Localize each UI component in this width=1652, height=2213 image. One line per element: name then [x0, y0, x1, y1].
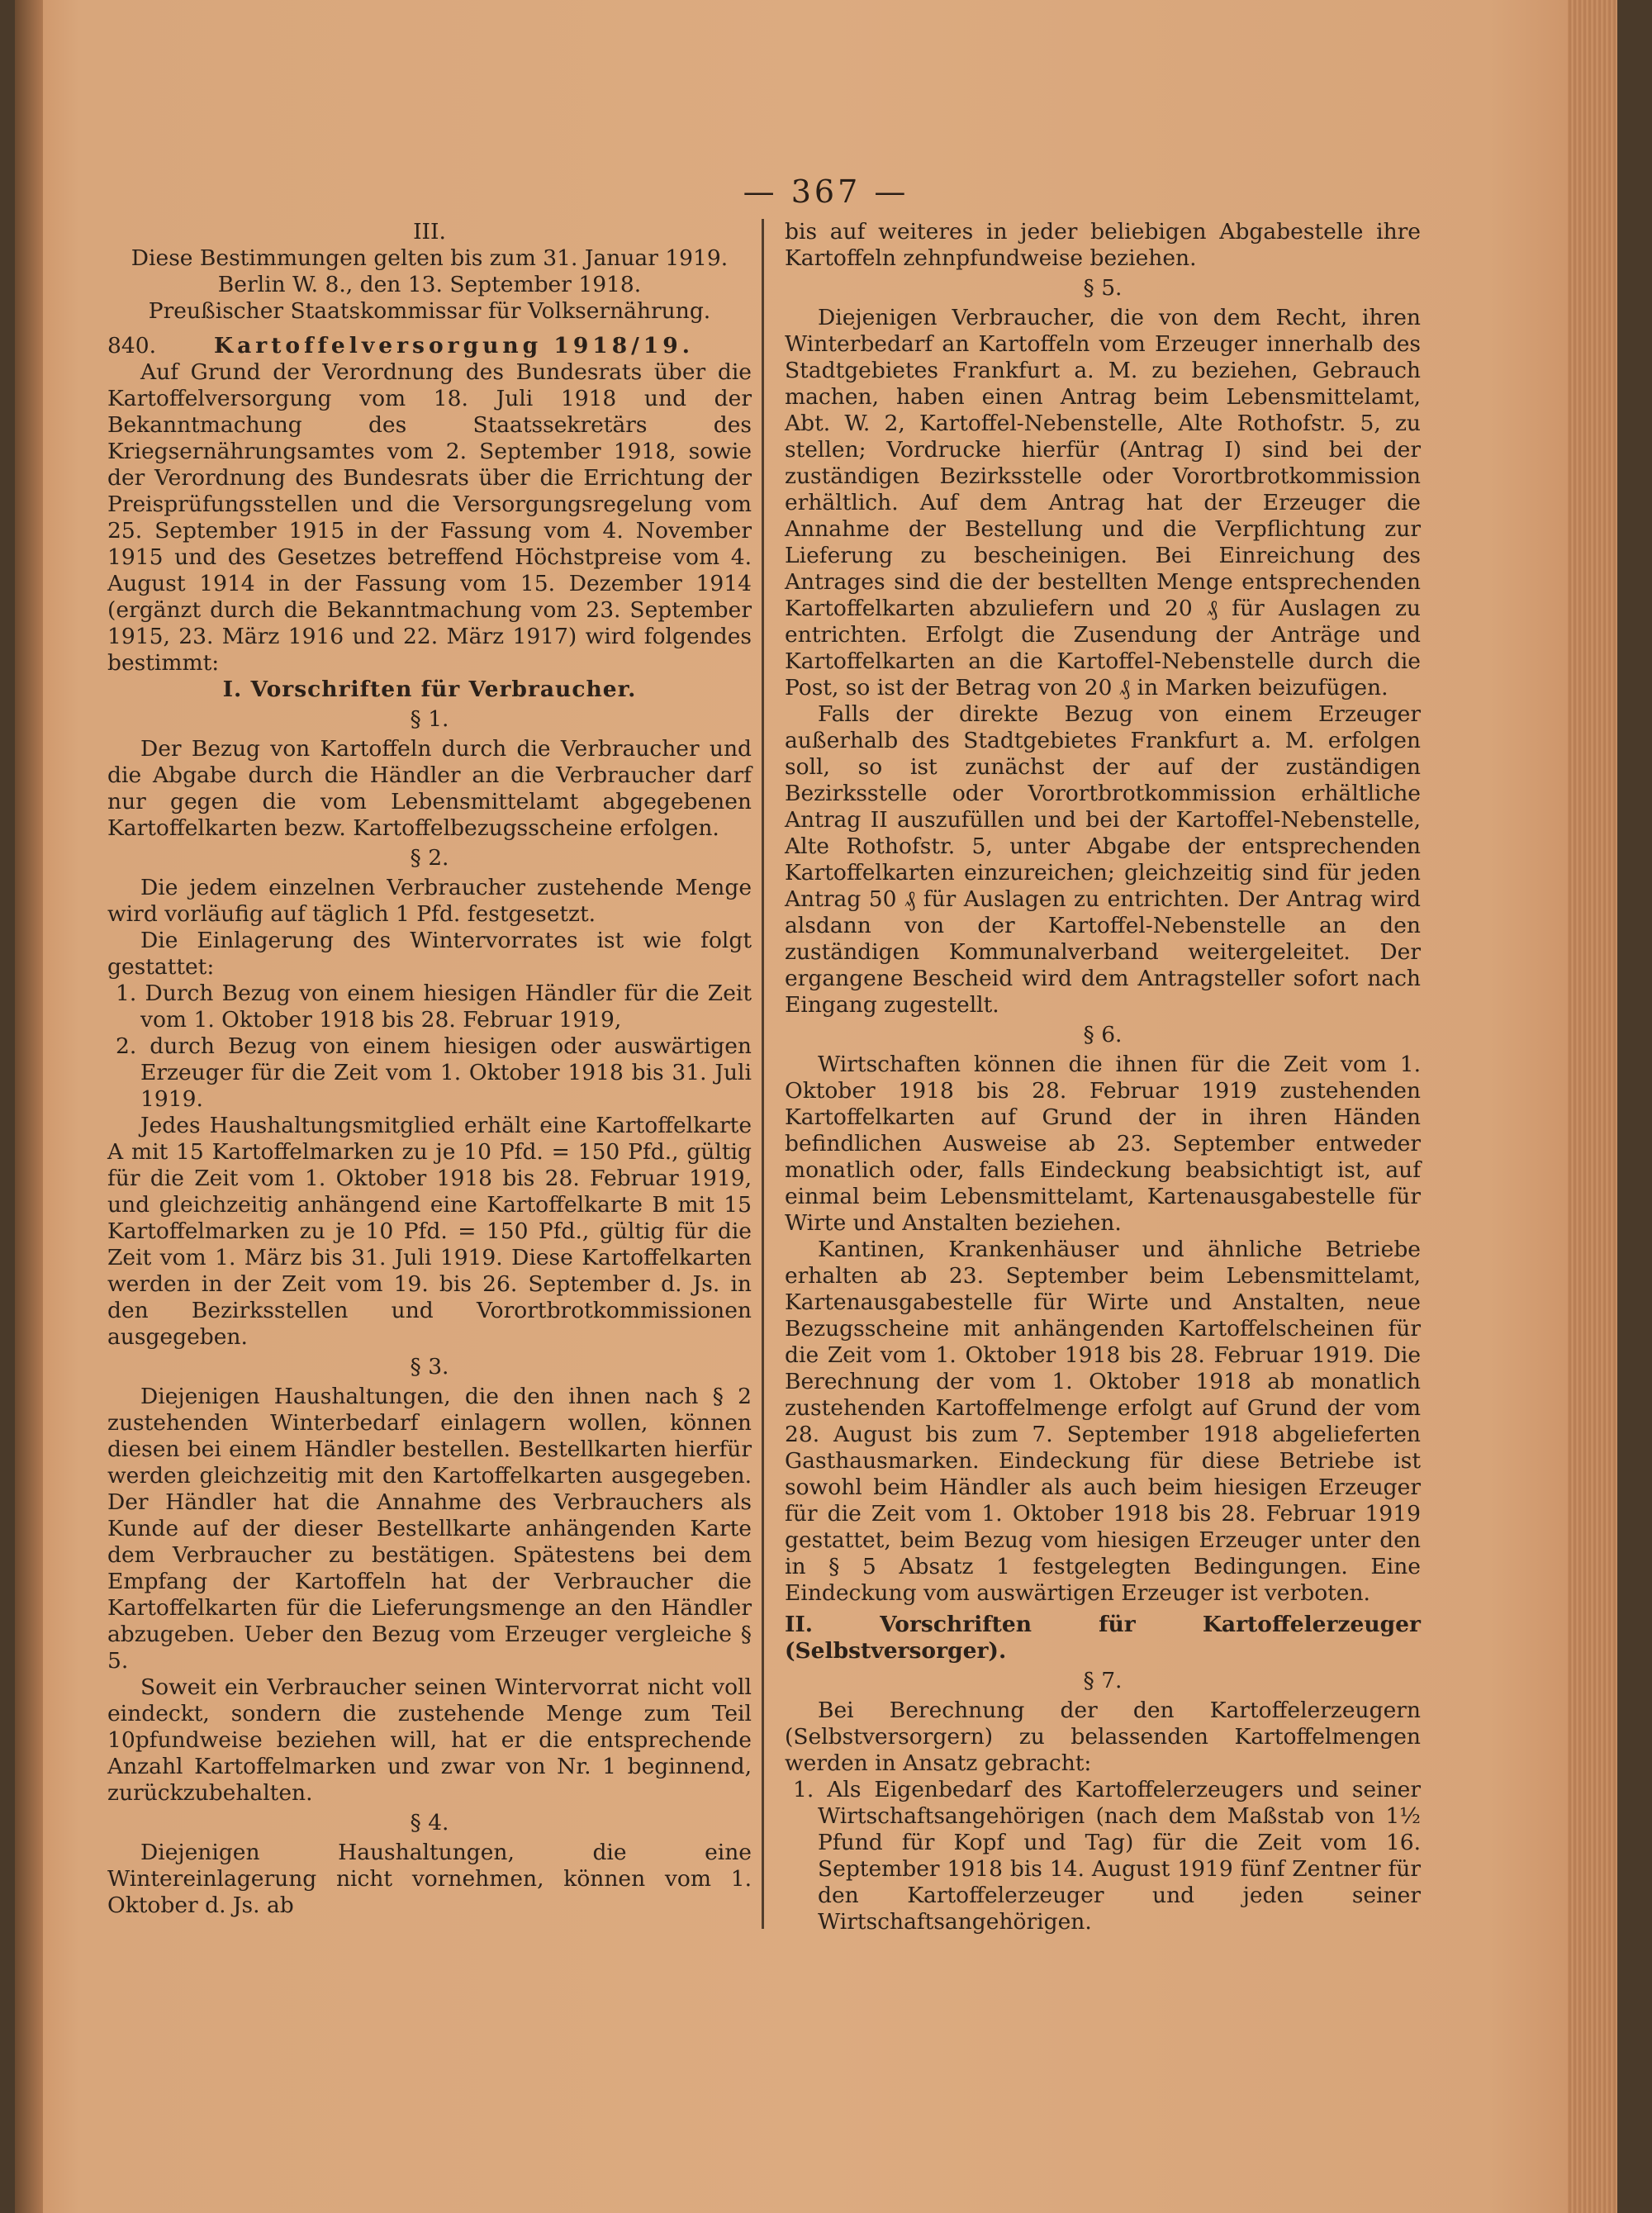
paragraph-number: § 3.: [410, 1354, 449, 1380]
list-item: 2. durch Bezug von einem hiesigen oder auswärtigen Erzeuger für die Zeit vom 1. Oktober 1918 bis 31. Juli 1919.: [116, 1033, 752, 1112]
page-number: — 367 —: [743, 173, 909, 210]
paragraph-text: Soweit ein Verbraucher seinen Wintervorrat nicht voll eindeckt, sondern die zustehende Menge zum Teil 10pfundweise beziehen will, hat er die entsprechende Anzahl Kartoffelmarken und zwar von Nr. 1 beginnend, zurückzubehalten.: [107, 1674, 752, 1806]
binding-gutter: [15, 0, 43, 2213]
paragraph-text: Falls der direkte Bezug von einem Erzeuger außerhalb des Stadtgebietes Frankfurt a. M. erfolgen soll, so ist zunächst der auf der zuständigen Bezirksstelle oder Vorortbrotkommission erhältliche Antrag II auszufüllen und bei der Kartoffel-Nebenstelle, Alte Rothofstr. 5, unter Abgabe der entsprechenden Kartoffelkarten einzureichen; gleichzeitig sind für jeden Antrag 50 ₰ für Auslagen zu entrichten. Der Antrag wird alsdann von der Kartoffel-Nebenstelle an den zuständigen Kommunalverband weitergeleitet. Der ergangene Bescheid wird dem Antragsteller sofort nach Eingang zugestellt.: [785, 701, 1421, 1018]
list-item: 1. Durch Bezug von einem hiesigen Händler für die Zeit vom 1. Oktober 1918 bis 28. Februar 1919,: [116, 981, 752, 1033]
left-column: [107, 219, 752, 1919]
paragraph-number: § 2.: [410, 845, 449, 871]
right-column: [785, 219, 1421, 1935]
paragraph-text: Wirtschaften können die ihnen für die Zeit vom 1. Oktober 1918 bis 28. Februar 1919 zustehenden Kartoffelkarten auf Grund der in ihren Händen befindlichen Ausweise ab 23. September entweder monatlich oder, falls Eindeckung beabsichtigt ist, auf einmal beim Lebensmittelamt, Kartenausgabestelle für Wirte und Anstalten beziehen.: [785, 1052, 1421, 1236]
article-title: Kartoffelversorgung 1918/19.: [214, 333, 694, 359]
closing-line: Preußischer Staatskommissar für Volksernährung.: [148, 298, 711, 324]
page-edges: [1568, 0, 1617, 2213]
section-number: III.: [413, 219, 446, 245]
paragraph-text: bis auf weiteres in jeder beliebigen Abgabestelle ihre Kartoffeln zehnpfundweise beziehen.: [785, 219, 1421, 271]
paragraph-text: Diejenigen Verbraucher, die von dem Recht, ihren Winterbedarf an Kartoffeln vom Erzeuger innerhalb des Stadtgebietes Frankfurt a. M. zu beziehen, Gebrauch machen, haben einen Antrag beim Lebensmittelamt, Abt. W. 2, Kartoffel-Nebenstelle, Alte Rothofstr. 5, zu stellen; Vordrucke hierfür (Antrag I) sind bei der zuständigen Bezirksstelle oder Vorortbrotkommission erhältlich. Auf dem Antrag hat der Erzeuger die Annahme der Bestellung und die Verpflichtung zur Lieferung zu bescheinigen. Bei Einreichung des Antrages sind die der bestellten Menge entsprechenden Kartoffelkarten abzuliefern und 20 ₰ für Auslagen zu entrichten. Erfolgt die Zusendung der Anträge und Kartoffelkarten an die Kartoffel-Nebenstelle durch die Post, so ist der Betrag von 20 ₰ in Marken beizufügen.: [785, 305, 1421, 700]
column-divider: [762, 219, 764, 1929]
paragraph-text: Bei Berechnung der den Kartoffelerzeugern (Selbstversorgern) zu belassenden Kartoffelmengen werden in Ansatz gebracht:: [785, 1698, 1421, 1776]
paragraph-number: § 1.: [410, 706, 449, 732]
closing-line: Diese Bestimmungen gelten bis zum 31. Januar 1919.: [131, 245, 729, 271]
intro-paragraph: Auf Grund der Verordnung des Bundesrats über die Kartoffelversorgung vom 18. Juli 1918 und der Bekanntmachung des Staatssekretärs des Kriegsernährungsamtes vom 2. September 1918, sowie der Verordnung des Bundesrats über die Errichtung der Preisprüfungsstellen und die Versorgungsregelung vom 25. September 1915 in der Fassung vom 4. November 1915 und des Gesetzes betreffend Höchstpreise vom 4. August 1914 in der Fassung vom 15. Dezember 1914 (ergänzt durch die Bekanntmachung vom 23. September 1915, 23. März 1916 und 22. März 1917) wird folgendes bestimmt:: [107, 359, 752, 676]
closing-line: Berlin W. 8., den 13. September 1918.: [217, 272, 642, 297]
part-title: I. Vorschriften für Verbraucher.: [222, 677, 637, 702]
paragraph-text: Diejenigen Haushaltungen, die den ihnen nach § 2 zustehenden Winterbedarf einlagern wollen, können diesen bei einem Händler bestellen. Bestellkarten hierfür werden gleichzeitig mit den Kartoffelkarten ausgegeben. Der Händler hat die Annahme des Verbrauchers als Kunde auf der dieser Bestellkarte anhängenden Karte dem Verbraucher zu bestätigen. Spätestens bei dem Empfang der Kartoffeln hat der Verbraucher die Kartoffelkarten für die Lieferungsmenge an den Händler abzugeben. Ueber den Bezug vom Erzeuger vergleiche § 5.: [107, 1384, 752, 1674]
paragraph-text: Kantinen, Krankenhäuser und ähnliche Betriebe erhalten ab 23. September beim Lebensmittelamt, Kartenausgabestelle für Wirte und Anstalten, neue Bezugsscheine mit anhängenden Kartoffelscheinen für die Zeit vom 1. Oktober 1918 bis 28. Februar 1919. Die Berechnung der vom 1. Oktober 1918 ab monatlich zustehenden Kartoffelmenge erfolgt auf Grund der vom 28. August bis zum 7. September 1918 abgelieferten Gasthausmarken. Eindeckung für diese Betriebe ist sowohl beim Händler als auch beim hiesigen Erzeuger für die Zeit vom 1. Oktober 1918 bis 28. Februar 1919 gestattet, beim Bezug vom hiesigen Erzeuger unter den in § 5 Absatz 1 festgelegten Bedingungen. Eine Eindeckung vom auswärtigen Erzeuger ist verboten.: [785, 1237, 1421, 1606]
paragraph-number: § 7.: [1083, 1668, 1123, 1693]
part-title: II. Vorschriften für Kartoffelerzeuger (Selbstversorger).: [785, 1612, 1421, 1664]
item-number: 840.: [107, 333, 157, 359]
article-heading: [107, 333, 752, 359]
paragraph-number: § 6.: [1083, 1022, 1123, 1047]
paragraph-text: Diejenigen Haushaltungen, die eine Wintereinlagerung nicht vornehmen, können vom 1. Oktober d. Js. ab: [107, 1840, 752, 1918]
paragraph-number: § 5.: [1083, 275, 1123, 301]
paragraph-text: Jedes Haushaltungsmitglied erhält eine Kartoffelkarte A mit 15 Kartoffelmarken zu je 10 Pfd. = 150 Pfd., gültig für die Zeit vom 1. Oktober 1918 bis 28. Februar 1919, und gleichzeitig anhängend eine Kartoffelkarte B mit 15 Kartoffelmarken zu je 10 Pfd. = 150 Pfd., gültig für die Zeit vom 1. März bis 31. Juli 1919. Diese Kartoffelkarten werden in der Zeit vom 19. bis 26. September d. Js. in den Bezirksstellen und Vorortbrotkommissionen ausgegeben.: [107, 1113, 752, 1350]
list-item: 1. Als Eigenbedarf des Kartoffelerzeugers und seiner Wirtschaftsangehörigen (nach dem Maßstab von 1½ Pfund für Kopf und Tag) für die Zeit vom 16. September 1918 bis 14. August 1919 fünf Zentner für den Kartoffelerzeuger und jeden seiner Wirtschaftsangehörigen.: [793, 1777, 1421, 1935]
paragraph-text: Die jedem einzelnen Verbraucher zustehende Menge wird vorläufig auf täglich 1 Pfd. festgesetzt.: [107, 875, 752, 927]
paragraph-number: § 4.: [410, 1810, 449, 1835]
paragraph-text: Der Bezug von Kartoffeln durch die Verbraucher und die Abgabe durch die Händler an die Verbraucher darf nur gegen die vom Lebensmittelamt abgegebenen Kartoffelkarten bezw. Kartoffelbezugsscheine erfolgen.: [107, 736, 752, 841]
paragraph-text: Die Einlagerung des Wintervorrates ist wie folgt gestattet:: [107, 928, 752, 980]
